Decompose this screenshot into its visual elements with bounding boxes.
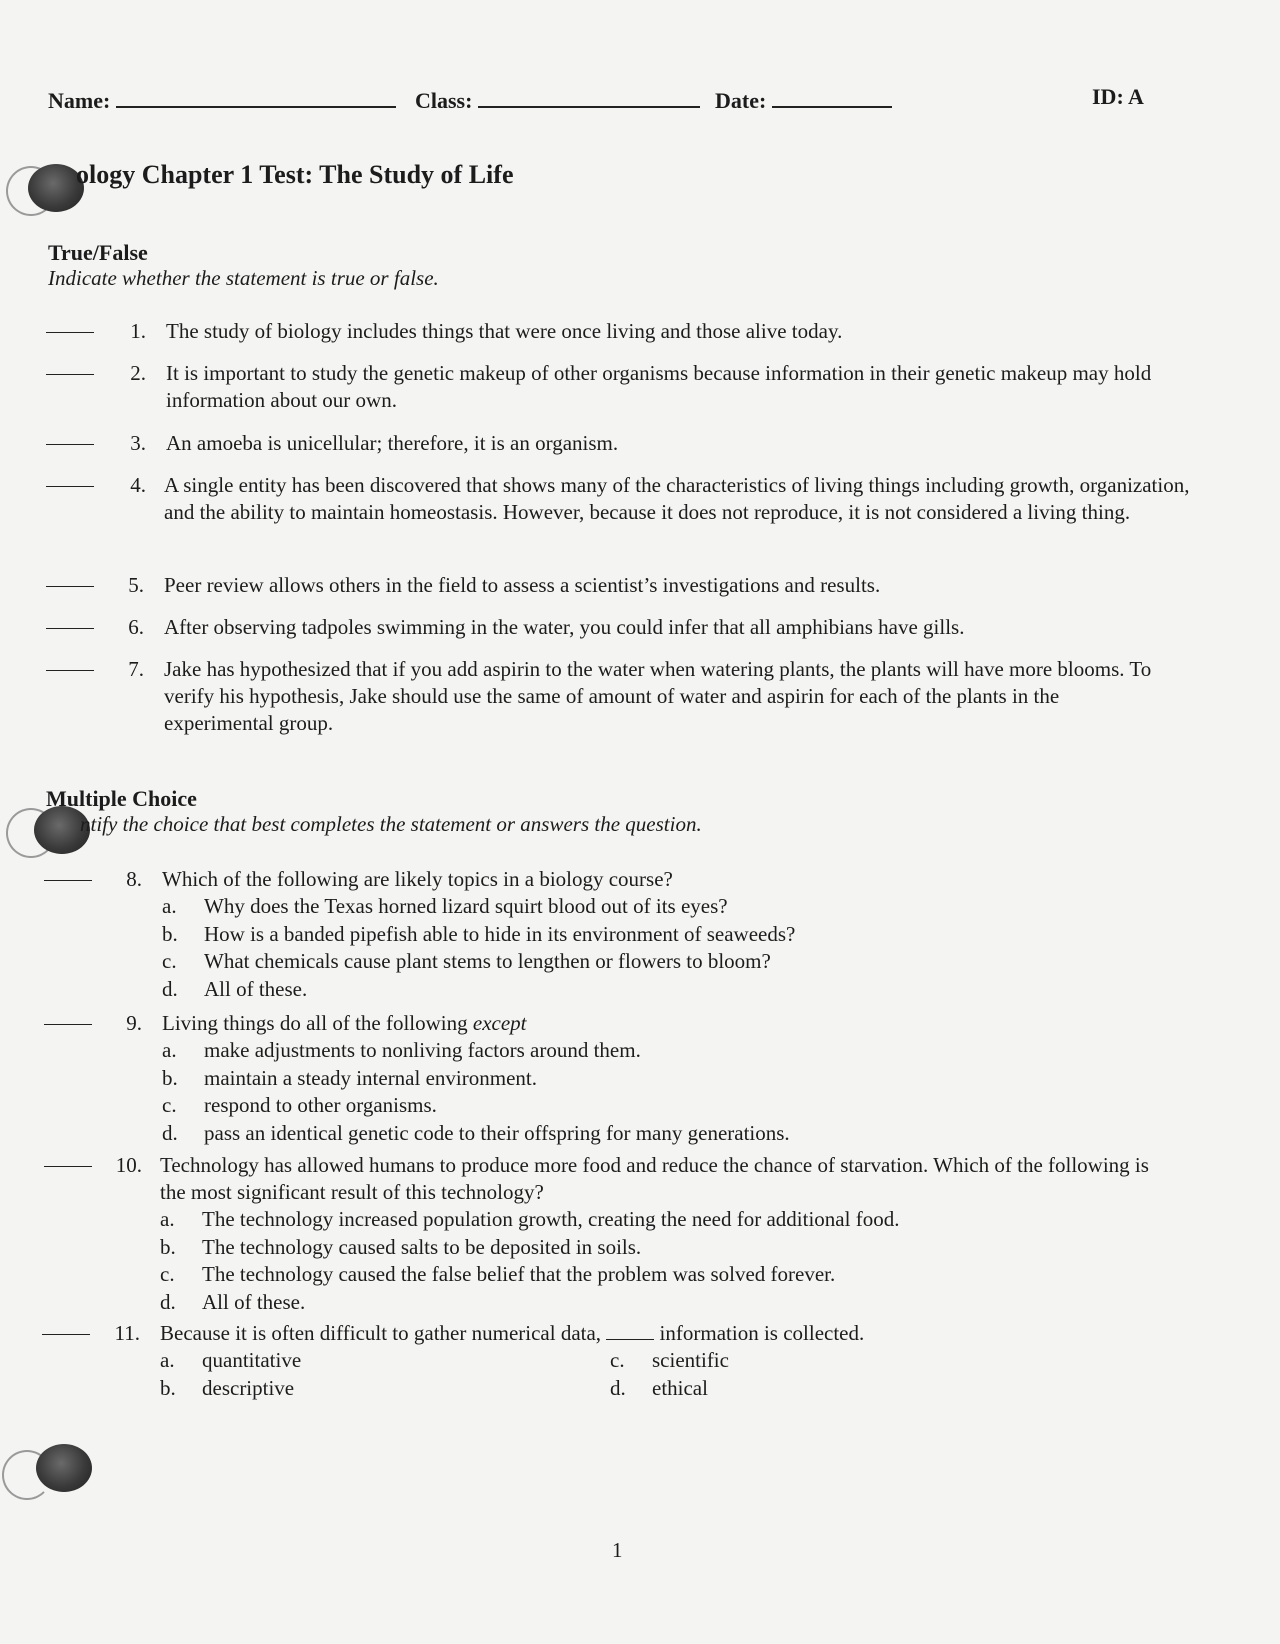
choice-letter: b. <box>162 1065 178 1090</box>
choices-question-8 <box>162 893 1062 1003</box>
question-number: 7. <box>128 657 144 681</box>
choice-letter: c. <box>162 949 177 973</box>
class-label: Class: <box>415 88 473 113</box>
answer-blank[interactable] <box>46 374 94 375</box>
choice-letter: a. <box>162 1038 177 1062</box>
date-label: Date: <box>715 88 767 113</box>
binder-hole-bottom <box>36 1444 92 1492</box>
choice-b[interactable] <box>160 1234 1060 1262</box>
choice-a[interactable] <box>160 1347 600 1375</box>
question-number: 8. <box>126 867 142 891</box>
choice-text: pass an identical genetic code to their offspring for many generations. <box>204 1120 790 1145</box>
choice-b[interactable] <box>160 1375 600 1403</box>
page-title: ology Chapter 1 Test: The Study of Life <box>76 160 514 189</box>
question-number: 11. <box>114 1321 140 1345</box>
question-number: 10. <box>115 1153 142 1177</box>
question-text <box>160 1320 1160 1347</box>
choices-question-11-left <box>160 1347 600 1402</box>
choice-letter: a. <box>160 1207 175 1231</box>
question-number: 3. <box>130 431 146 455</box>
question-text: It is important to study the genetic makeup of other organisms because information in their genetic makeup may hold information about our own. <box>166 361 1152 412</box>
answer-blank[interactable] <box>46 586 94 587</box>
choice-c[interactable] <box>162 1092 1062 1120</box>
choice-text: ethical <box>652 1375 708 1400</box>
choice-c[interactable] <box>610 1347 910 1375</box>
question-number: 6. <box>128 615 144 639</box>
answer-blank[interactable] <box>44 1024 92 1025</box>
question-text-after: information is collected. <box>659 1321 865 1345</box>
answer-blank[interactable] <box>46 444 94 445</box>
question-number: 4. <box>130 473 146 497</box>
choice-text: quantitative <box>202 1348 302 1372</box>
choice-letter: b. <box>160 1234 176 1259</box>
choice-letter: b. <box>160 1375 176 1400</box>
choice-text: scientific <box>652 1348 729 1372</box>
question-text: Which of the following are likely topics in a biology course? <box>162 867 673 891</box>
answer-blank[interactable] <box>44 1166 92 1167</box>
name-field <box>48 84 396 114</box>
choice-text: How is a banded pipefish able to hide in its environment of seaweeds? <box>204 921 796 946</box>
question-text-before: Because it is often difficult to gather numerical data, <box>160 1321 602 1345</box>
question-text: Technology has allowed humans to produce more food and reduce the chance of starvation. Which of the following is the most significant result of this technology? <box>160 1153 1149 1204</box>
choice-letter: d. <box>610 1375 626 1400</box>
answer-blank[interactable] <box>44 880 92 881</box>
question-number: 5. <box>128 573 144 597</box>
fill-in-blank <box>606 1321 654 1340</box>
question-text: Peer review allows others in the field to assess a scientist’s investigations and results. <box>164 573 881 597</box>
choice-text: respond to other organisms. <box>204 1093 437 1117</box>
question-text: The study of biology includes things that were once living and those alive today. <box>166 319 843 343</box>
name-blank[interactable] <box>116 84 396 108</box>
choice-a[interactable] <box>160 1206 1060 1234</box>
choices-question-11-right <box>610 1347 910 1402</box>
choice-text: The technology caused the false belief that the problem was solved forever. <box>202 1262 836 1286</box>
question-text-emphasis: except <box>472 1011 527 1035</box>
choice-a[interactable] <box>162 1037 1062 1065</box>
multiple-choice-instruction: ntify the choice that best completes the statement or answers the question. <box>80 812 702 836</box>
answer-blank[interactable] <box>46 332 94 333</box>
question-text: An amoeba is unicellular; therefore, it is an organism. <box>166 431 619 455</box>
question-number: 1. <box>130 319 146 343</box>
date-blank[interactable] <box>772 84 892 108</box>
choice-d[interactable] <box>160 1289 1060 1317</box>
choice-letter: d. <box>160 1289 176 1314</box>
choice-text: descriptive <box>202 1375 295 1400</box>
choice-text: All of these. <box>202 1289 306 1314</box>
question-text <box>162 1010 1192 1037</box>
choice-text: Why does the Texas horned lizard squirt blood out of its eyes? <box>204 894 728 918</box>
question-text-main: Living things do all of the following <box>162 1011 468 1035</box>
choice-letter: c. <box>160 1262 175 1286</box>
choice-c[interactable] <box>160 1261 1060 1289</box>
question-text: After observing tadpoles swimming in the water, you could infer that all amphibians have gills. <box>164 615 965 639</box>
choice-d[interactable] <box>162 976 1062 1004</box>
choice-a[interactable] <box>162 893 1062 921</box>
answer-blank[interactable] <box>42 1334 90 1335</box>
choice-d[interactable] <box>610 1375 910 1403</box>
question-number: 2. <box>130 361 146 385</box>
choice-b[interactable] <box>162 921 1062 949</box>
answer-blank[interactable] <box>46 486 94 487</box>
class-field <box>415 84 700 114</box>
choice-d[interactable] <box>162 1120 1062 1148</box>
page-number: 1 <box>612 1538 623 1562</box>
choices-question-10 <box>160 1206 1060 1316</box>
question-number: 9. <box>126 1011 142 1035</box>
true-false-heading: True/False <box>48 240 148 265</box>
class-blank[interactable] <box>478 84 700 108</box>
choice-letter: b. <box>162 921 178 946</box>
question-text: A single entity has been discovered that shows many of the characteristics of living things including growth, organization, and the ability to maintain homeostasis. However, because it does not reproduce, it is not considered a living thing. <box>164 473 1190 524</box>
choices-question-9 <box>162 1037 1062 1147</box>
choice-letter: c. <box>162 1093 177 1117</box>
answer-blank[interactable] <box>46 670 94 671</box>
choice-text: All of these. <box>204 976 308 1001</box>
choice-letter: d. <box>162 1120 178 1145</box>
choice-text: maintain a steady internal environment. <box>204 1065 537 1090</box>
choice-text: The technology caused salts to be deposited in soils. <box>202 1234 642 1259</box>
choice-text: make adjustments to nonliving factors around them. <box>204 1038 641 1062</box>
choice-letter: c. <box>610 1348 625 1372</box>
choice-letter: a. <box>160 1348 175 1372</box>
multiple-choice-heading: Multiple Choice <box>46 786 197 811</box>
choice-b[interactable] <box>162 1065 1062 1093</box>
date-field <box>715 84 892 114</box>
choice-letter: a. <box>162 894 177 918</box>
choice-text: What chemicals cause plant stems to lengthen or flowers to bloom? <box>204 949 771 973</box>
choice-text: The technology increased population growth, creating the need for additional food. <box>202 1207 900 1231</box>
name-label: Name: <box>48 88 111 113</box>
true-false-instruction: Indicate whether the statement is true or false. <box>48 266 439 290</box>
choice-c[interactable] <box>162 948 1062 976</box>
answer-blank[interactable] <box>46 628 94 629</box>
test-id: ID: A <box>1092 84 1144 109</box>
choice-letter: d. <box>162 976 178 1001</box>
question-text: Jake has hypothesized that if you add aspirin to the water when watering plants, the plants will have more blooms. To verify his hypothesis, Jake should use the same of amount of water and aspirin for each of the plants in the experimental group. <box>164 657 1152 735</box>
